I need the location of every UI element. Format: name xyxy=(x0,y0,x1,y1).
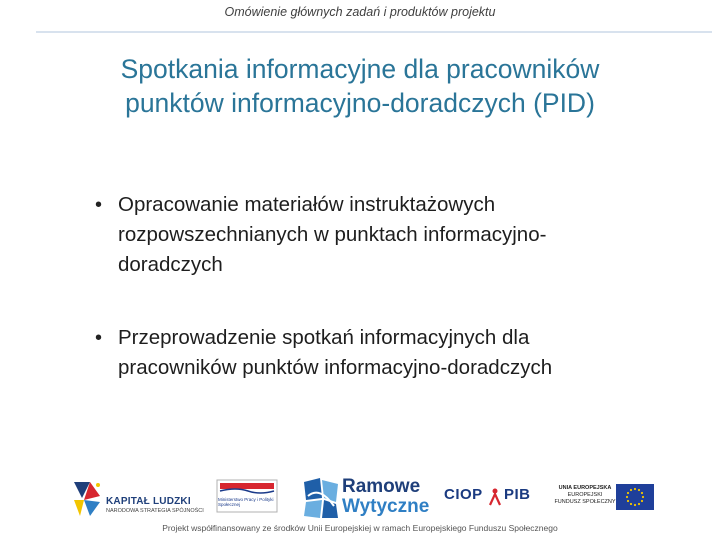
bullet-text-line: pracowników punktów informacyjno-doradczych xyxy=(118,356,553,379)
bullet-icon: • xyxy=(95,194,103,216)
ministry-text: Ministerstwo Pracy i Polityki Społecznej xyxy=(218,497,274,507)
bullet-text-line: doradczych xyxy=(118,253,223,276)
wytyczne-line: Wytyczne xyxy=(342,496,430,517)
bullet-text-line: rozpowszechnianych w punktach informacyjno- xyxy=(118,223,547,246)
eu-text xyxy=(554,485,616,506)
ramowe-wytyczne-logo xyxy=(302,476,430,520)
sponsor-logo-strip xyxy=(64,476,664,520)
eu-text-line: EUROPEJSKI xyxy=(567,492,603,498)
bullet-list xyxy=(94,190,664,426)
slide-title-line: punktów informacyjno-doradczych (PID) xyxy=(125,88,595,118)
bullet-text-line: Przeprowadzenie spotkań informacyjnych dla xyxy=(118,326,530,349)
kapital-ludzki-logo xyxy=(70,478,204,518)
bullet-item xyxy=(94,190,664,280)
pib-text: PIB xyxy=(504,486,531,503)
bullet-icon: • xyxy=(95,327,103,349)
ministry-logo xyxy=(216,479,278,513)
ministry-emblem-icon xyxy=(216,479,278,513)
ramowe-wytyczne-emblem-icon xyxy=(302,476,340,520)
bullet-item xyxy=(94,323,664,383)
ciop-text: CIOP xyxy=(444,486,483,503)
slide-title xyxy=(40,52,680,120)
slide-title-line: Spotkania informacyjne dla pracowników xyxy=(120,54,600,84)
header-divider xyxy=(36,31,712,33)
ciop-person-icon xyxy=(488,488,502,506)
eu-flag-icon xyxy=(616,484,654,510)
eu-text-line: FUNDUSZ SPOŁECZNY xyxy=(554,499,616,505)
kapital-ludzki-sub: NARODOWA STRATEGIA SPÓJNOŚCI xyxy=(106,508,204,514)
header-caption: Omówienie głównych zadań i produktów projektu xyxy=(224,5,496,19)
kapital-ludzki-emblem-icon xyxy=(70,478,104,518)
ciop-pib-logo xyxy=(444,486,544,510)
bullet-text xyxy=(118,323,664,383)
kapital-ludzki-name: KAPITAŁ LUDZKI xyxy=(106,496,191,507)
footer-note: Projekt współfinansowany ze środków Unii Europejskiej w ramach Europejskiego Funduszu Społecznego xyxy=(162,523,558,533)
eu-logo xyxy=(554,482,656,514)
bullet-text-line: Opracowanie materiałów instruktażowych xyxy=(118,193,496,216)
ramowe-line: Ramowe xyxy=(342,476,421,497)
eu-text-line: UNIA EUROPEJSKA xyxy=(558,485,612,491)
bullet-text xyxy=(118,190,664,280)
